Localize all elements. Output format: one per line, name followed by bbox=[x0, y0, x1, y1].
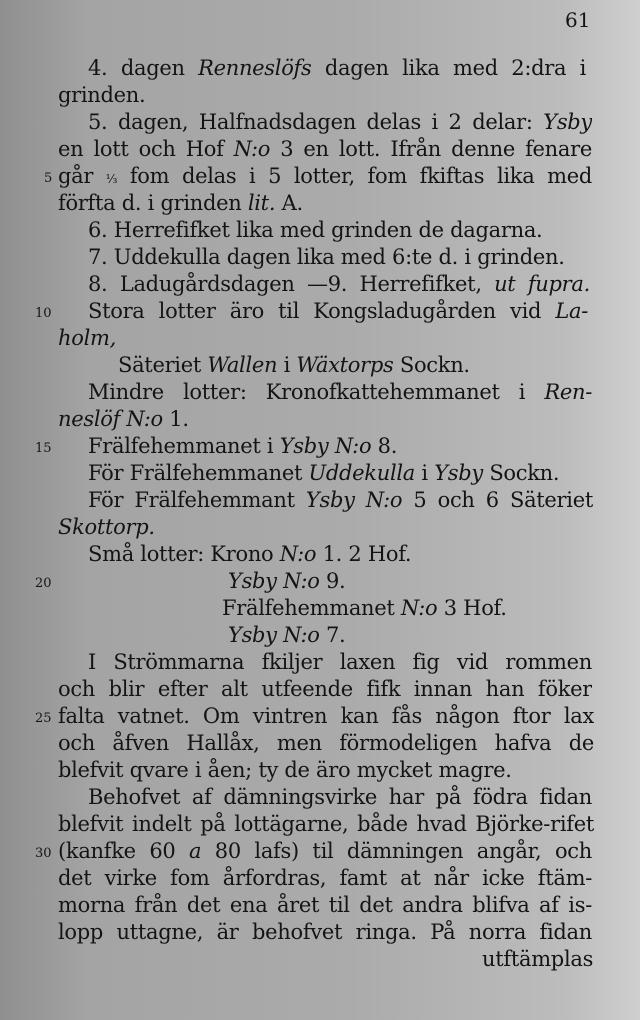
italic-text: Ysby N:o bbox=[279, 434, 372, 458]
text-line bbox=[88, 379, 592, 406]
text-line bbox=[88, 217, 542, 244]
line-text: A. bbox=[275, 191, 303, 215]
line-number: 20 bbox=[35, 576, 52, 591]
italic-text: neslöf N:o bbox=[58, 407, 163, 431]
italic-text: Wallen bbox=[207, 353, 278, 377]
text-line bbox=[58, 838, 592, 865]
line-text: blefvit qvare i åen; ty de äro mycket magre. bbox=[58, 758, 512, 782]
line-text: falta vatnet. Om vintren kan fås någon ftor lax bbox=[58, 704, 594, 728]
text-line bbox=[58, 919, 592, 946]
line-text: 7. bbox=[319, 623, 346, 647]
text-line bbox=[88, 109, 592, 136]
line-text: lopp uttagne, är behofvet ringa. På norra fidan bbox=[58, 920, 592, 944]
line-text: utftämplas bbox=[482, 947, 594, 971]
italic-text: N:o bbox=[400, 596, 438, 620]
line-text: och åfven Hallåx, men förmodeligen hafva de bbox=[58, 731, 594, 755]
text-line bbox=[58, 325, 116, 352]
line-text: Sockn. bbox=[482, 461, 560, 485]
line-text: För Frälfehemmanet bbox=[88, 461, 309, 485]
text-line bbox=[58, 136, 592, 163]
text-line bbox=[88, 649, 592, 676]
text-line bbox=[58, 514, 155, 541]
italic-text: Ysby bbox=[434, 461, 483, 485]
text-line bbox=[58, 892, 592, 919]
line-text: 80 lafs) til dämningen angår, och bbox=[201, 839, 592, 863]
italic-text: Uddekulla bbox=[308, 461, 416, 485]
italic-text: Ren- bbox=[544, 380, 592, 404]
line-text: 6. Herrefifket lika med grinden de dagarna. bbox=[88, 218, 543, 242]
line-text: det virke fom årfordras, famt at når icke ftäm- bbox=[58, 866, 592, 890]
line-number: 15 bbox=[35, 441, 52, 456]
line-text: 5 och 6 Säteriet bbox=[402, 488, 593, 512]
line-text: Frälfehemmanet bbox=[222, 596, 401, 620]
italic-text: Ysby N:o bbox=[228, 569, 320, 593]
line-text: 4. dagen bbox=[88, 56, 199, 80]
line-number: 5 bbox=[44, 171, 53, 186]
line-text: 3 en lott. Ifrån denne fenare bbox=[270, 137, 592, 161]
italic-text: N:o bbox=[279, 542, 317, 566]
italic-text: Skottorp. bbox=[58, 515, 155, 539]
line-text: i bbox=[277, 353, 297, 377]
line-text: och blir efter alt utfeende fifk innan han föker bbox=[58, 677, 592, 701]
text-line bbox=[58, 865, 592, 892]
page-number: 61 bbox=[565, 8, 591, 32]
line-text: 9. bbox=[319, 569, 346, 593]
text-line bbox=[88, 271, 590, 298]
line-number: 25 bbox=[35, 711, 52, 726]
line-text: fom delas i 5 lotter, fom fkiftas lika med bbox=[117, 164, 592, 188]
line-text: 7. Uddekulla dagen lika med 6:te d. i grinden. bbox=[88, 245, 565, 269]
line-text: 3 Hof. bbox=[437, 596, 507, 620]
text-line bbox=[88, 298, 588, 325]
italic-text: Ysby N:o bbox=[228, 623, 320, 647]
italic-text: N:o bbox=[233, 137, 271, 161]
text-line bbox=[88, 244, 565, 271]
line-number: 30 bbox=[35, 846, 52, 861]
line-text: Säteriet bbox=[118, 353, 208, 377]
text-line bbox=[58, 730, 594, 757]
italic-text: lit. bbox=[247, 191, 276, 215]
line-text: går bbox=[58, 164, 106, 188]
line-text: Mindre lotter: Kronofkattehemmanet i bbox=[88, 380, 545, 404]
line-text: Frälfehemmanet i bbox=[88, 434, 280, 458]
line-text: I Strömmarna fkiljer laxen fig vid rommen bbox=[88, 650, 592, 674]
text-line bbox=[88, 55, 586, 82]
line-text: 5. dagen, Halfnadsdagen delas i 2 delar: bbox=[88, 110, 544, 134]
line-text: förfta d. i grinden bbox=[58, 191, 248, 215]
text-line bbox=[482, 946, 593, 973]
italic-text: Renneslöfs bbox=[198, 56, 312, 80]
text-line bbox=[88, 460, 559, 487]
italic-text: ut fupra. bbox=[494, 272, 590, 296]
line-text: grinden. bbox=[58, 83, 146, 107]
line-text: (kanfke 60 bbox=[58, 839, 189, 863]
line-text: 8. bbox=[371, 434, 398, 458]
italic-text: Wäxtorps bbox=[296, 353, 394, 377]
text-line bbox=[118, 352, 470, 379]
italic-text: Ysby N:o bbox=[305, 488, 403, 512]
text-line bbox=[88, 784, 592, 811]
line-text: ⅓ bbox=[105, 172, 118, 186]
text-line bbox=[58, 757, 512, 784]
text-line bbox=[222, 595, 507, 622]
italic-text: Ysby bbox=[543, 110, 592, 134]
text-line bbox=[88, 487, 593, 514]
text-line bbox=[58, 811, 594, 838]
italic-text: a bbox=[188, 839, 202, 863]
text-line bbox=[58, 163, 592, 190]
italic-text: holm, bbox=[58, 326, 116, 350]
line-text: Behofvet af dämningsvirke har på födra fidan bbox=[88, 785, 592, 809]
text-line bbox=[58, 190, 303, 217]
text-line bbox=[58, 703, 594, 730]
text-line bbox=[228, 568, 345, 595]
line-text: 8. Ladugårdsdagen —9. Herrefifket, bbox=[88, 272, 495, 296]
text-line bbox=[228, 622, 345, 649]
line-text: blefvit indelt på lottägarne, både hvad Björke-rifet bbox=[58, 812, 594, 836]
line-text: Stora lotter äro til Kongsladugården vid bbox=[88, 299, 556, 323]
line-text: en lott och Hof bbox=[58, 137, 234, 161]
line-text: dagen lika med 2:dra i bbox=[311, 56, 586, 80]
line-text: För Frälfehemmant bbox=[88, 488, 306, 512]
text-line bbox=[88, 541, 411, 568]
line-number: 10 bbox=[35, 306, 52, 321]
text-line bbox=[58, 406, 189, 433]
line-text: Små lotter: Krono bbox=[88, 542, 280, 566]
line-text: Sockn. bbox=[393, 353, 470, 377]
line-text: 1. bbox=[162, 407, 189, 431]
text-line bbox=[88, 433, 397, 460]
text-line bbox=[58, 676, 592, 703]
line-text: morna från det ena året til det andra blifva af is- bbox=[58, 893, 592, 917]
line-text: 1. 2 Hof. bbox=[316, 542, 412, 566]
line-text: i bbox=[415, 461, 435, 485]
text-line bbox=[58, 82, 145, 109]
italic-text: La- bbox=[555, 299, 588, 323]
